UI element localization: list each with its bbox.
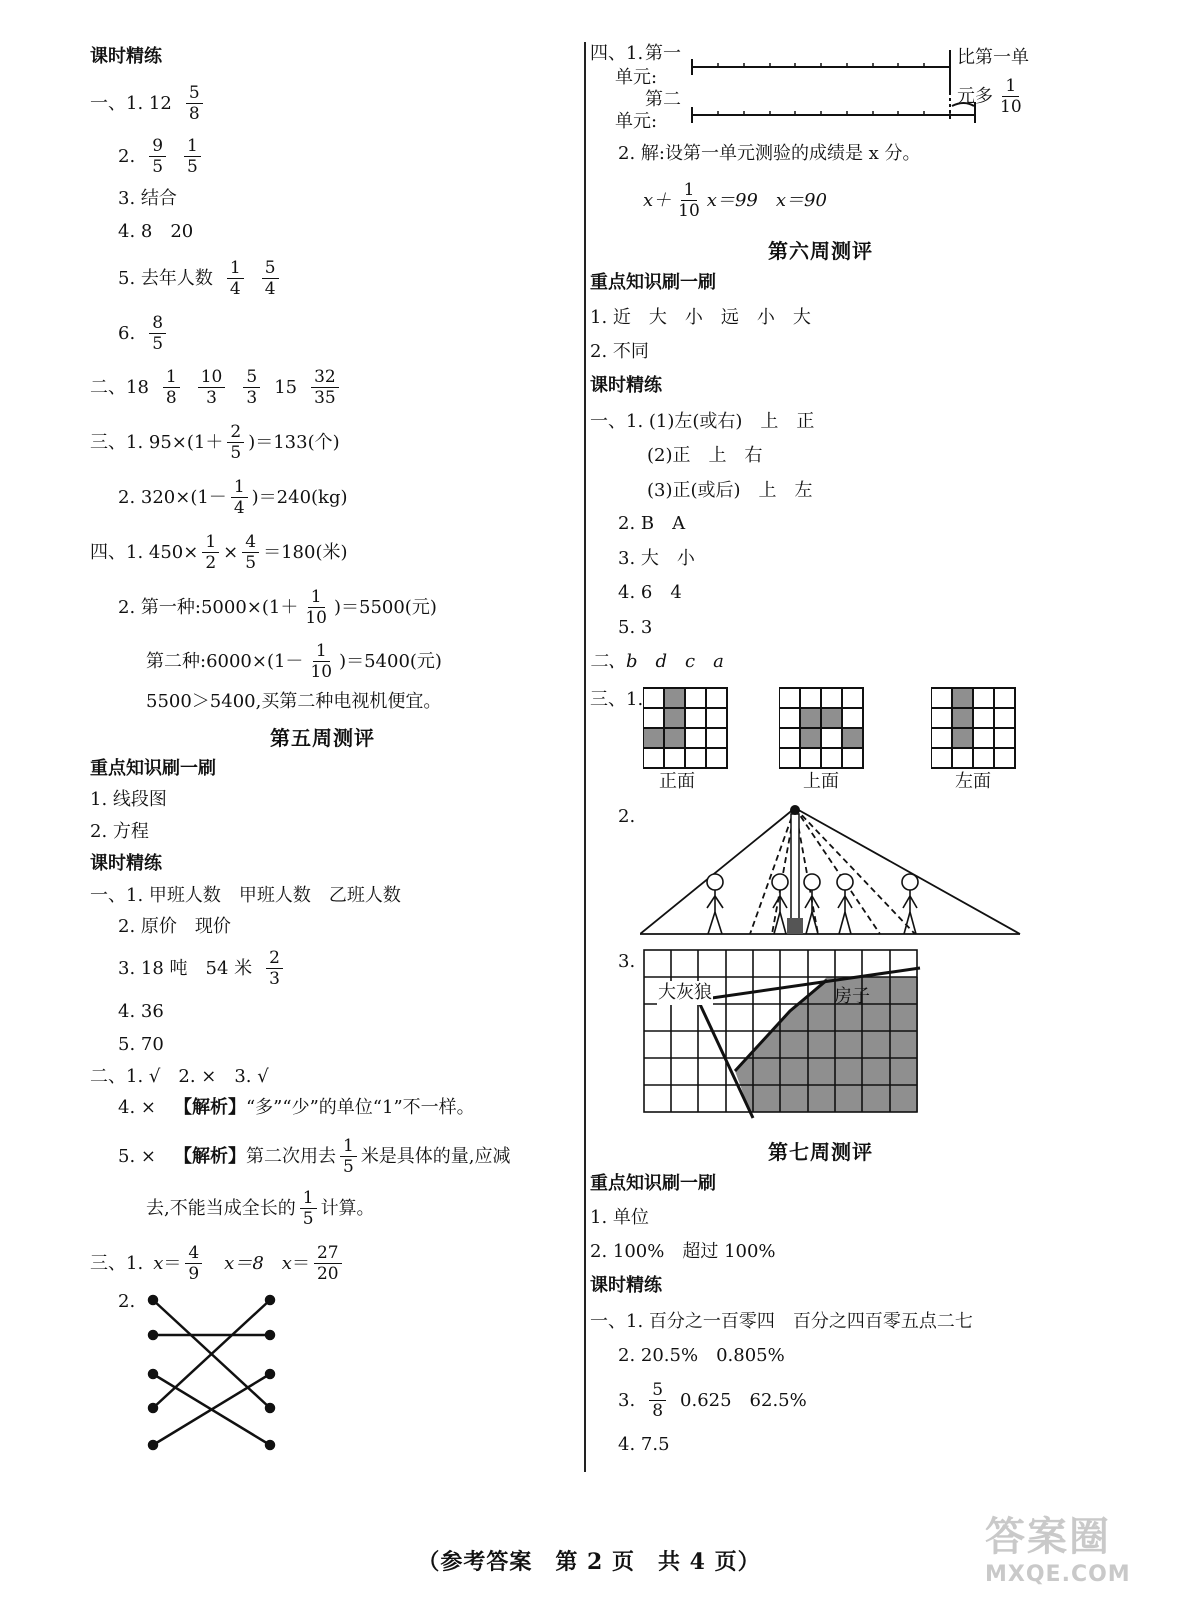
segment-row-label: 单元:	[615, 67, 658, 88]
fraction: $\frac{5}{4}$	[262, 258, 279, 299]
fraction: $\frac{1}{5}$	[340, 1136, 357, 1177]
answer-line: 四、1. 450× $\frac{1}{2}$ × $\frac{4}{5}$ ＝180(米)	[90, 532, 348, 573]
fraction: $\frac{9}{5}$	[149, 136, 166, 177]
answer-line: 4. 36	[118, 1001, 164, 1022]
week-title: 第五周测评	[270, 726, 375, 750]
answer-line: (2)正 上 右	[647, 445, 763, 466]
fraction: $\frac{1}{10}$	[310, 641, 333, 682]
answer-line: 第二种:6000×(1－ $\frac{1}{10}$ )＝5400(元)	[146, 641, 442, 682]
front-view-grid	[643, 686, 733, 771]
fraction: $\frac{1}{8}$	[163, 367, 180, 408]
section-heading: 重点知识刷一刷	[590, 272, 716, 293]
fraction: $\frac{1}{2}$	[202, 532, 219, 573]
segment-note: 比第一单	[957, 47, 1029, 68]
answer-line: 2. B A	[618, 513, 686, 534]
answer-line: 一、1. 百分之一百零四 百分之四百零五点二七	[590, 1311, 973, 1332]
left-view-grid	[931, 686, 1021, 771]
answer-line: 二、18 $\frac{1}{8}$ $\frac{10}{3}$ $\frac{5}{3}$ 15 $\frac{32}{35}$	[90, 367, 343, 408]
answer-line: 3. $\frac{5}{8}$ 0.625 62.5%	[618, 1380, 807, 1421]
grid-map-diagram	[640, 946, 930, 1121]
section-heading: 课时精练	[590, 375, 662, 396]
answer-line: 一、1. 12 $\frac{5}{8}$	[90, 83, 207, 124]
map-label: 大灰狼	[658, 982, 712, 1003]
fraction: $\frac{1}{10}$	[305, 587, 327, 628]
segment-note: 元多 $\frac{1}{10}$	[957, 76, 1029, 117]
answer-line: 2. 320×(1－ $\frac{1}{4}$ )＝240(kg)	[118, 477, 348, 518]
segment-row-label: 第一	[645, 43, 681, 64]
section-heading: 课时精练	[90, 853, 162, 874]
answer-line: 一、1. (1)左(或右) 上 正	[590, 411, 815, 432]
fraction: $\frac{1}{10}$	[1000, 76, 1022, 117]
page-footer: （参考答案 第 2 页 共 4 页）	[417, 1549, 761, 1575]
grid-label: 正面	[659, 771, 695, 792]
answer-line: 5. × 【解析】 第二次用去 $\frac{1}{5}$ 米是具体的量,应减	[118, 1136, 511, 1177]
fraction: $\frac{4}{5}$	[242, 532, 259, 573]
answer-line: 2.	[118, 1291, 136, 1312]
answer-line: 2. 20.5% 0.805%	[618, 1345, 785, 1366]
answer-label: 四、1.	[590, 43, 644, 64]
grid-label: 左面	[955, 771, 991, 792]
answer-line: 6. $\frac{8}{5}$	[118, 313, 170, 354]
watermark-logo: 答案圈 MXQE.COM	[985, 1514, 1131, 1587]
map-label: 房子	[834, 986, 870, 1007]
grid-label: 上面	[803, 771, 839, 792]
answer-line: 2. 不同	[590, 341, 649, 362]
fraction: $\frac{5}{3}$	[243, 367, 260, 408]
answer-line: 去,不能当成全长的 $\frac{1}{5}$ 计算。	[146, 1188, 375, 1229]
fraction: $\frac{27}{20}$	[314, 1243, 342, 1284]
line-segment-diagram	[685, 40, 985, 140]
section-heading: 重点知识刷一刷	[590, 1173, 716, 1194]
answer-line: 3.	[618, 951, 636, 972]
answer-line: 4. 6 4	[618, 582, 682, 603]
fraction: $\frac{5}{8}$	[186, 83, 203, 124]
answer-line: 5. 去年人数 $\frac{1}{4}$ $\frac{5}{4}$	[118, 258, 283, 299]
answer-line: 4. 8 20	[118, 221, 194, 242]
answer-line: 4. × 【解析】 “多”“少”的单位“1”不一样。	[118, 1097, 475, 1118]
fraction: $\frac{5}{8}$	[649, 1380, 666, 1421]
lamp-post-icon	[787, 805, 803, 934]
answer-line: 1. 线段图	[90, 789, 167, 810]
section-heading: 重点知识刷一刷	[90, 758, 216, 779]
fraction: $\frac{10}{3}$	[198, 367, 226, 408]
answer-line: 2. 100% 超过 100%	[590, 1241, 776, 1262]
answer-line: 3. 18 吨 54 米 $\frac{2}{3}$	[118, 948, 287, 989]
week-title: 第六周测评	[768, 239, 873, 263]
answer-line: (3)正(或后) 上 左	[647, 480, 813, 501]
answer-line: 二、1. √ 2. × 3. √	[90, 1066, 269, 1087]
segment-row-label: 单元:	[615, 111, 658, 132]
answer-line: 4. 7.5	[618, 1434, 670, 1455]
answer-line: 三、1.	[590, 689, 644, 710]
fraction: $\frac{1}{10}$	[678, 180, 700, 221]
answer-line: 一、1. 甲班人数 甲班人数 乙班人数	[90, 885, 401, 906]
top-view-grid	[779, 686, 869, 771]
answer-line: 2. 方程	[90, 821, 149, 842]
answer-line: 2.	[618, 806, 636, 827]
fraction: $\frac{4}{9}$	[185, 1243, 202, 1284]
answer-line: x＋ $\frac{1}{10}$ x＝99 x＝90	[643, 180, 827, 221]
answer-line: 三、1. 95×(1＋ $\frac{2}{5}$ )＝133(个)	[90, 422, 340, 463]
answer-line: 2. 第一种:5000×(1＋ $\frac{1}{10}$ )＝5500(元)	[118, 587, 437, 628]
street-lamp-shadow-diagram	[640, 800, 1025, 940]
answer-line: 5. 3	[618, 617, 653, 638]
fraction: $\frac{8}{5}$	[149, 313, 166, 354]
fraction: $\frac{1}{5}$	[184, 136, 201, 177]
answer-line: 1. 近 大 小 远 小 大	[590, 307, 811, 328]
segment-row-label: 第二	[645, 89, 681, 110]
section-heading: 课时精练	[90, 46, 162, 67]
answer-line: 2. 解:设第一单元测验的成绩是 x 分。	[618, 143, 921, 164]
answer-line: 3. 结合	[118, 188, 177, 209]
answer-line: 5500＞5400,买第二种电视机便宜。	[146, 691, 442, 712]
fraction: $\frac{32}{35}$	[311, 367, 339, 408]
answer-line: 2. $\frac{9}{5}$ $\frac{1}{5}$	[118, 136, 205, 177]
fraction: $\frac{2}{3}$	[266, 948, 283, 989]
fraction: $\frac{1}{5}$	[300, 1188, 317, 1229]
answer-line: 5. 70	[118, 1034, 164, 1055]
week-title: 第七周测评	[768, 1140, 873, 1164]
answer-line: 三、1. x ＝ $\frac{4}{9}$ x＝8 x ＝ $\frac{27}{20}$	[90, 1243, 346, 1284]
matching-lines-diagram	[140, 1290, 290, 1460]
fraction: $\frac{2}{5}$	[227, 422, 244, 463]
column-divider	[584, 42, 586, 1472]
answer-line: 1. 单位	[590, 1207, 649, 1228]
answer-line: 二、b d c a	[590, 651, 724, 672]
fraction: $\frac{1}{4}$	[227, 258, 244, 299]
section-heading: 课时精练	[590, 1275, 662, 1296]
answer-line: 2. 原价 现价	[118, 916, 231, 937]
fraction: $\frac{1}{4}$	[231, 477, 248, 518]
answer-line: 3. 大 小	[618, 548, 695, 569]
